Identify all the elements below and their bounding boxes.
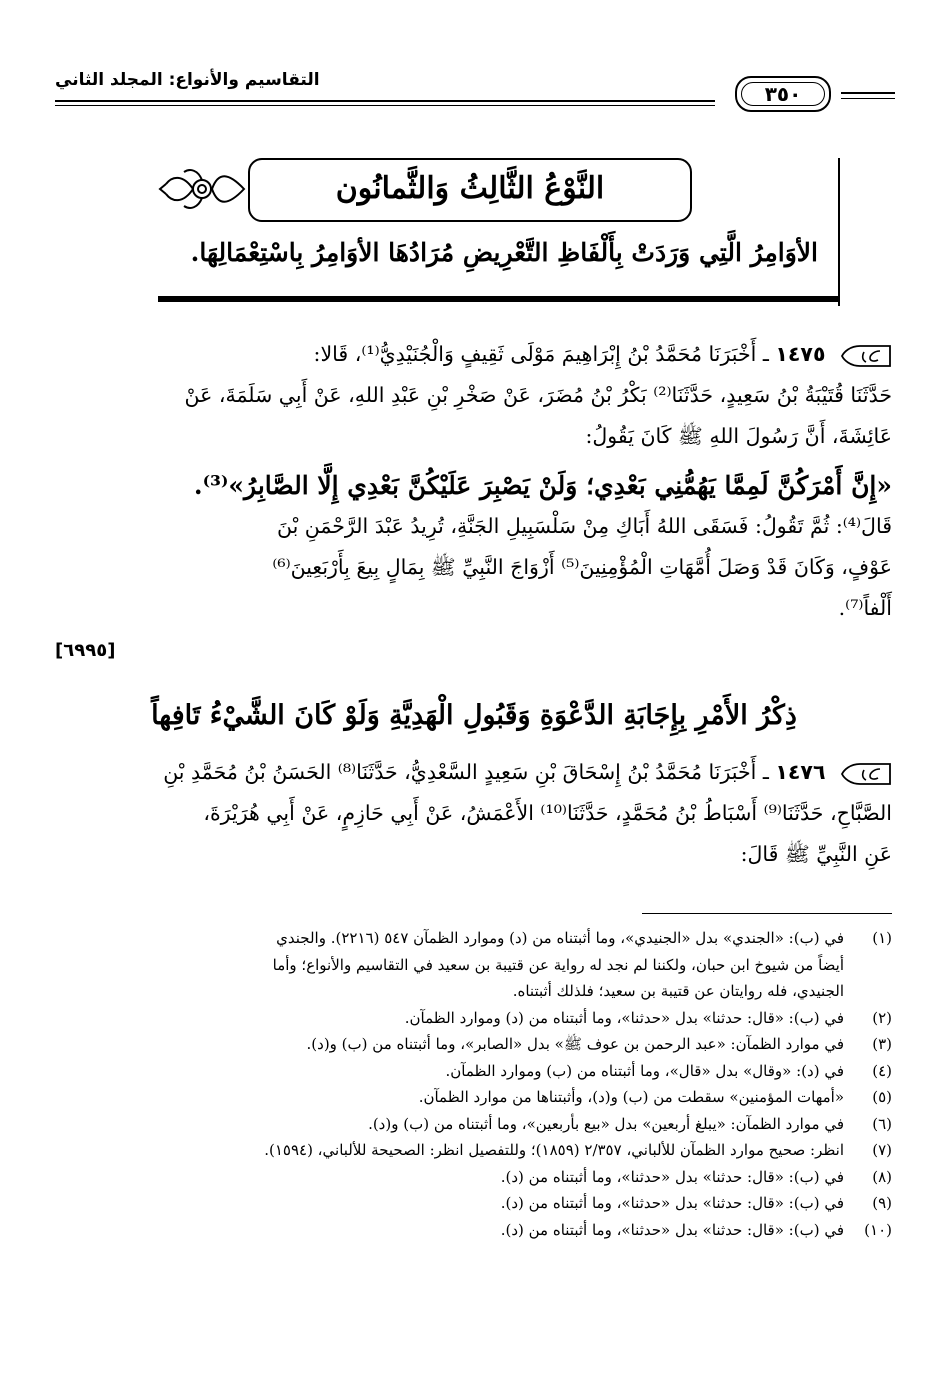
running-header xyxy=(55,62,895,110)
footnote-text: في (ب): «قال: حدثنا» بدل «حدثنا»، وما أثبتناه من (د). xyxy=(500,1167,844,1186)
header-rule xyxy=(841,98,895,99)
footnote-text: في موارد الظمآن: «يبلغ أربعين» بدل «بيع بأربعين»، وما أثبتناه من (ب) و(د). xyxy=(368,1114,844,1133)
running-title: التقاسيم والأنواع: المجلد الثاني xyxy=(55,70,320,90)
ornament-icon xyxy=(158,162,246,216)
hadith-quote: «إِنَّ أَمْرَكُنَّ لَمِمَّا يَهُمُّنِي بَعْدِي؛ وَلَنْ يَصْبِرَ عَلَيْكُنَّ بَعْدِي إِلَّا الصَّابِرُ»⁽³⁾. xyxy=(193,471,892,500)
footnotes xyxy=(52,925,892,1243)
footnote xyxy=(52,1137,892,1164)
footnote xyxy=(52,1031,892,1058)
footnote-text: في (ب): «قال: حدثنا» بدل «حدثنا»، وما أثبتناه من (د). xyxy=(500,1220,844,1239)
footnote xyxy=(52,1217,892,1244)
hadith-number: ١٤٧٦ xyxy=(775,760,826,784)
footnote-text: أيضاً من شيوخ ابن حبان، ولكننا لم نجد له رواية عن قتيبة بن سعيد في التقاسيم والأنواع؛ وأما xyxy=(272,955,844,974)
footnote-number: (٦) xyxy=(872,1114,892,1133)
footnote-number: (٤) xyxy=(872,1061,892,1080)
chapter-title: النَّوْعُ الثَّالِثُ وَالثَّمانُون xyxy=(248,158,692,222)
footnote xyxy=(52,1005,892,1032)
hadith-marker-icon xyxy=(840,760,892,788)
footnote-number: (٣) xyxy=(872,1035,892,1053)
footnote-text: في (ب): «الجندي» بدل «الجنيدي»، وما أثبتناه من (د) وموارد الظمآن ٥٤٧ (٢٢١٦). والجندي xyxy=(276,929,844,947)
hadith-text-line: قَالَ⁽⁴⁾: ثُمَّ تَقُولُ: فَسَقَى اللهُ أَبَاكِ مِنْ سَلْسَبِيلِ الجَنَّةِ، تُرِيدُ عَبْدَ الرَّحْمَنِ بْنَ xyxy=(276,514,892,538)
hadith-number: ١٤٧٥ xyxy=(775,342,826,366)
chapter-heading xyxy=(158,158,840,306)
footnote-text: في (ب): «قال: حدثنا» بدل «حدثنا»، وما أثبتناه من (د). xyxy=(500,1194,844,1212)
footnote xyxy=(52,1164,892,1191)
footnote xyxy=(52,1058,892,1085)
hadith-1475 xyxy=(54,334,892,629)
footnote-number: (٢) xyxy=(872,1008,892,1027)
footnote-number: (٥) xyxy=(872,1088,892,1106)
footnote xyxy=(52,1190,892,1217)
footnote-text: في (د): «وقال» بدل «قال»، وما أثبتناه من (ب) وموارد الظمآن. xyxy=(445,1061,844,1080)
chapter-subtitle: الأوَامِرُ الَّتِي وَرَدَتْ بِأَلْفَاظِ التَّعْرِيضِ مُرَادُهَا الأوَامِرُ بِاسْتِعْمَالِهَا. xyxy=(190,238,818,267)
page-number: ٣٥٠ xyxy=(735,76,831,112)
footnote xyxy=(52,1084,892,1111)
hadith-text-line: ـ أَخْبَرَنَا مُحَمَّدُ بْنُ إِبْرَاهِيمَ مَوْلَى ثَقِيفٍ وَالْجُنَيْدِيُّ⁽¹⁾، قَالا: xyxy=(313,342,769,366)
hadith-text-line: أَلْفاً⁽⁷⁾. xyxy=(838,596,892,620)
footnote-number: (٧) xyxy=(872,1141,892,1159)
hadith-text-line: ـ أَخْبَرَنَا مُحَمَّدُ بْنُ إِسْحَاقَ بْنِ سَعِيدٍ السَّعْدِيُّ، حَدَّثَنَا⁽⁸⁾ الحَسَنُ بْنُ مُحَمَّدِ بْنِ xyxy=(163,760,769,784)
header-rule xyxy=(55,100,715,102)
hadith-text-line: عَائِشَةَ، أَنَّ رَسُولَ اللهِ ﷺ كَانَ يَقُولُ: xyxy=(585,424,892,448)
section-title: ذِكْرُ الأَمْرِ بِإِجَابَةِ الدَّعْوَةِ وَقَبُولِ الْهَدِيَّةِ وَلَوْ كَانَ الشَّيْءُ تَافِهاً xyxy=(151,700,797,731)
footnote xyxy=(52,1111,892,1138)
hadith-1476 xyxy=(54,752,892,875)
header-rule xyxy=(55,105,715,106)
footnote-number: (٩) xyxy=(872,1194,892,1212)
footnote-text: «أمهات المؤمنين» سقطت من (ب) و(د)، وأثبتناها من موارد الظمآن. xyxy=(418,1088,844,1106)
hadith-text-line: الصَّبَّاحِ، حَدَّثَنَا⁽⁹⁾ أَسْبَاطُ بْنُ مُحَمَّدٍ، حَدَّثَنَا⁽¹⁰⁾ الأَعْمَشُ، عَنْ أَبِي حَازِمٍ، عَنْ أَبِي هُرَيْرَةَ، xyxy=(203,801,892,825)
footnote-number: (١٠) xyxy=(864,1220,892,1239)
footnote xyxy=(52,925,892,1005)
chapter-divider xyxy=(158,296,838,302)
hadith-text-line: حَدَّثَنَا قُتَيْبَةُ بْنُ سَعِيدٍ، حَدَّثَنَا⁽²⁾ بَكْرُ بْنُ مُضَرَ، عَنْ صَخْرِ بْنِ عَبْدِ اللهِ، عَنْ أَبِي سَلَمَةَ، عَنْ xyxy=(184,383,892,407)
hadith-reference: [٦٩٩٥] xyxy=(55,640,116,661)
hadith-text-line: عَنِ النَّبِيِّ ﷺ قَالَ: xyxy=(740,842,892,866)
hadith-marker-icon xyxy=(840,342,892,370)
footnote-text: الجنيدي، فله روايتان عن قتيبة بن سعيد؛ فلذلك أثبتناه. xyxy=(512,982,844,1000)
footnote-text: في موارد الظمآن: «عبد الرحمن بن عوف ﷺ» بدل «الصابر»، وما أثبتناه من (ب) و(د). xyxy=(306,1035,844,1053)
hadith-text-line: عَوْفٍ، وَكَانَ قَدْ وَصَلَ أُمَّهَاتِ الْمُؤْمِنِينَ⁽⁵⁾ أَزْوَاجَ النَّبِيِّ ﷺ بِمَالٍ بِيعَ بِأَرْبَعِينَ⁽⁶⁾ xyxy=(272,555,892,579)
footnote-text: في (ب): «قال: حدثنا» بدل «حدثنا»، وما أثبتناه من (د) وموارد الظمآن. xyxy=(404,1008,844,1027)
footnote-text: انظر: صحيح موارد الظمآن للألباني، ٢/٣٥٧ (١٨٥٩)؛ وللتفصيل انظر: الصحيحة للألباني، (١٥٩٤). xyxy=(264,1141,844,1159)
footnote-number: (٨) xyxy=(872,1167,892,1186)
footnote-separator xyxy=(642,913,892,914)
header-rule xyxy=(841,92,895,94)
footnote-number: (١) xyxy=(872,929,892,947)
